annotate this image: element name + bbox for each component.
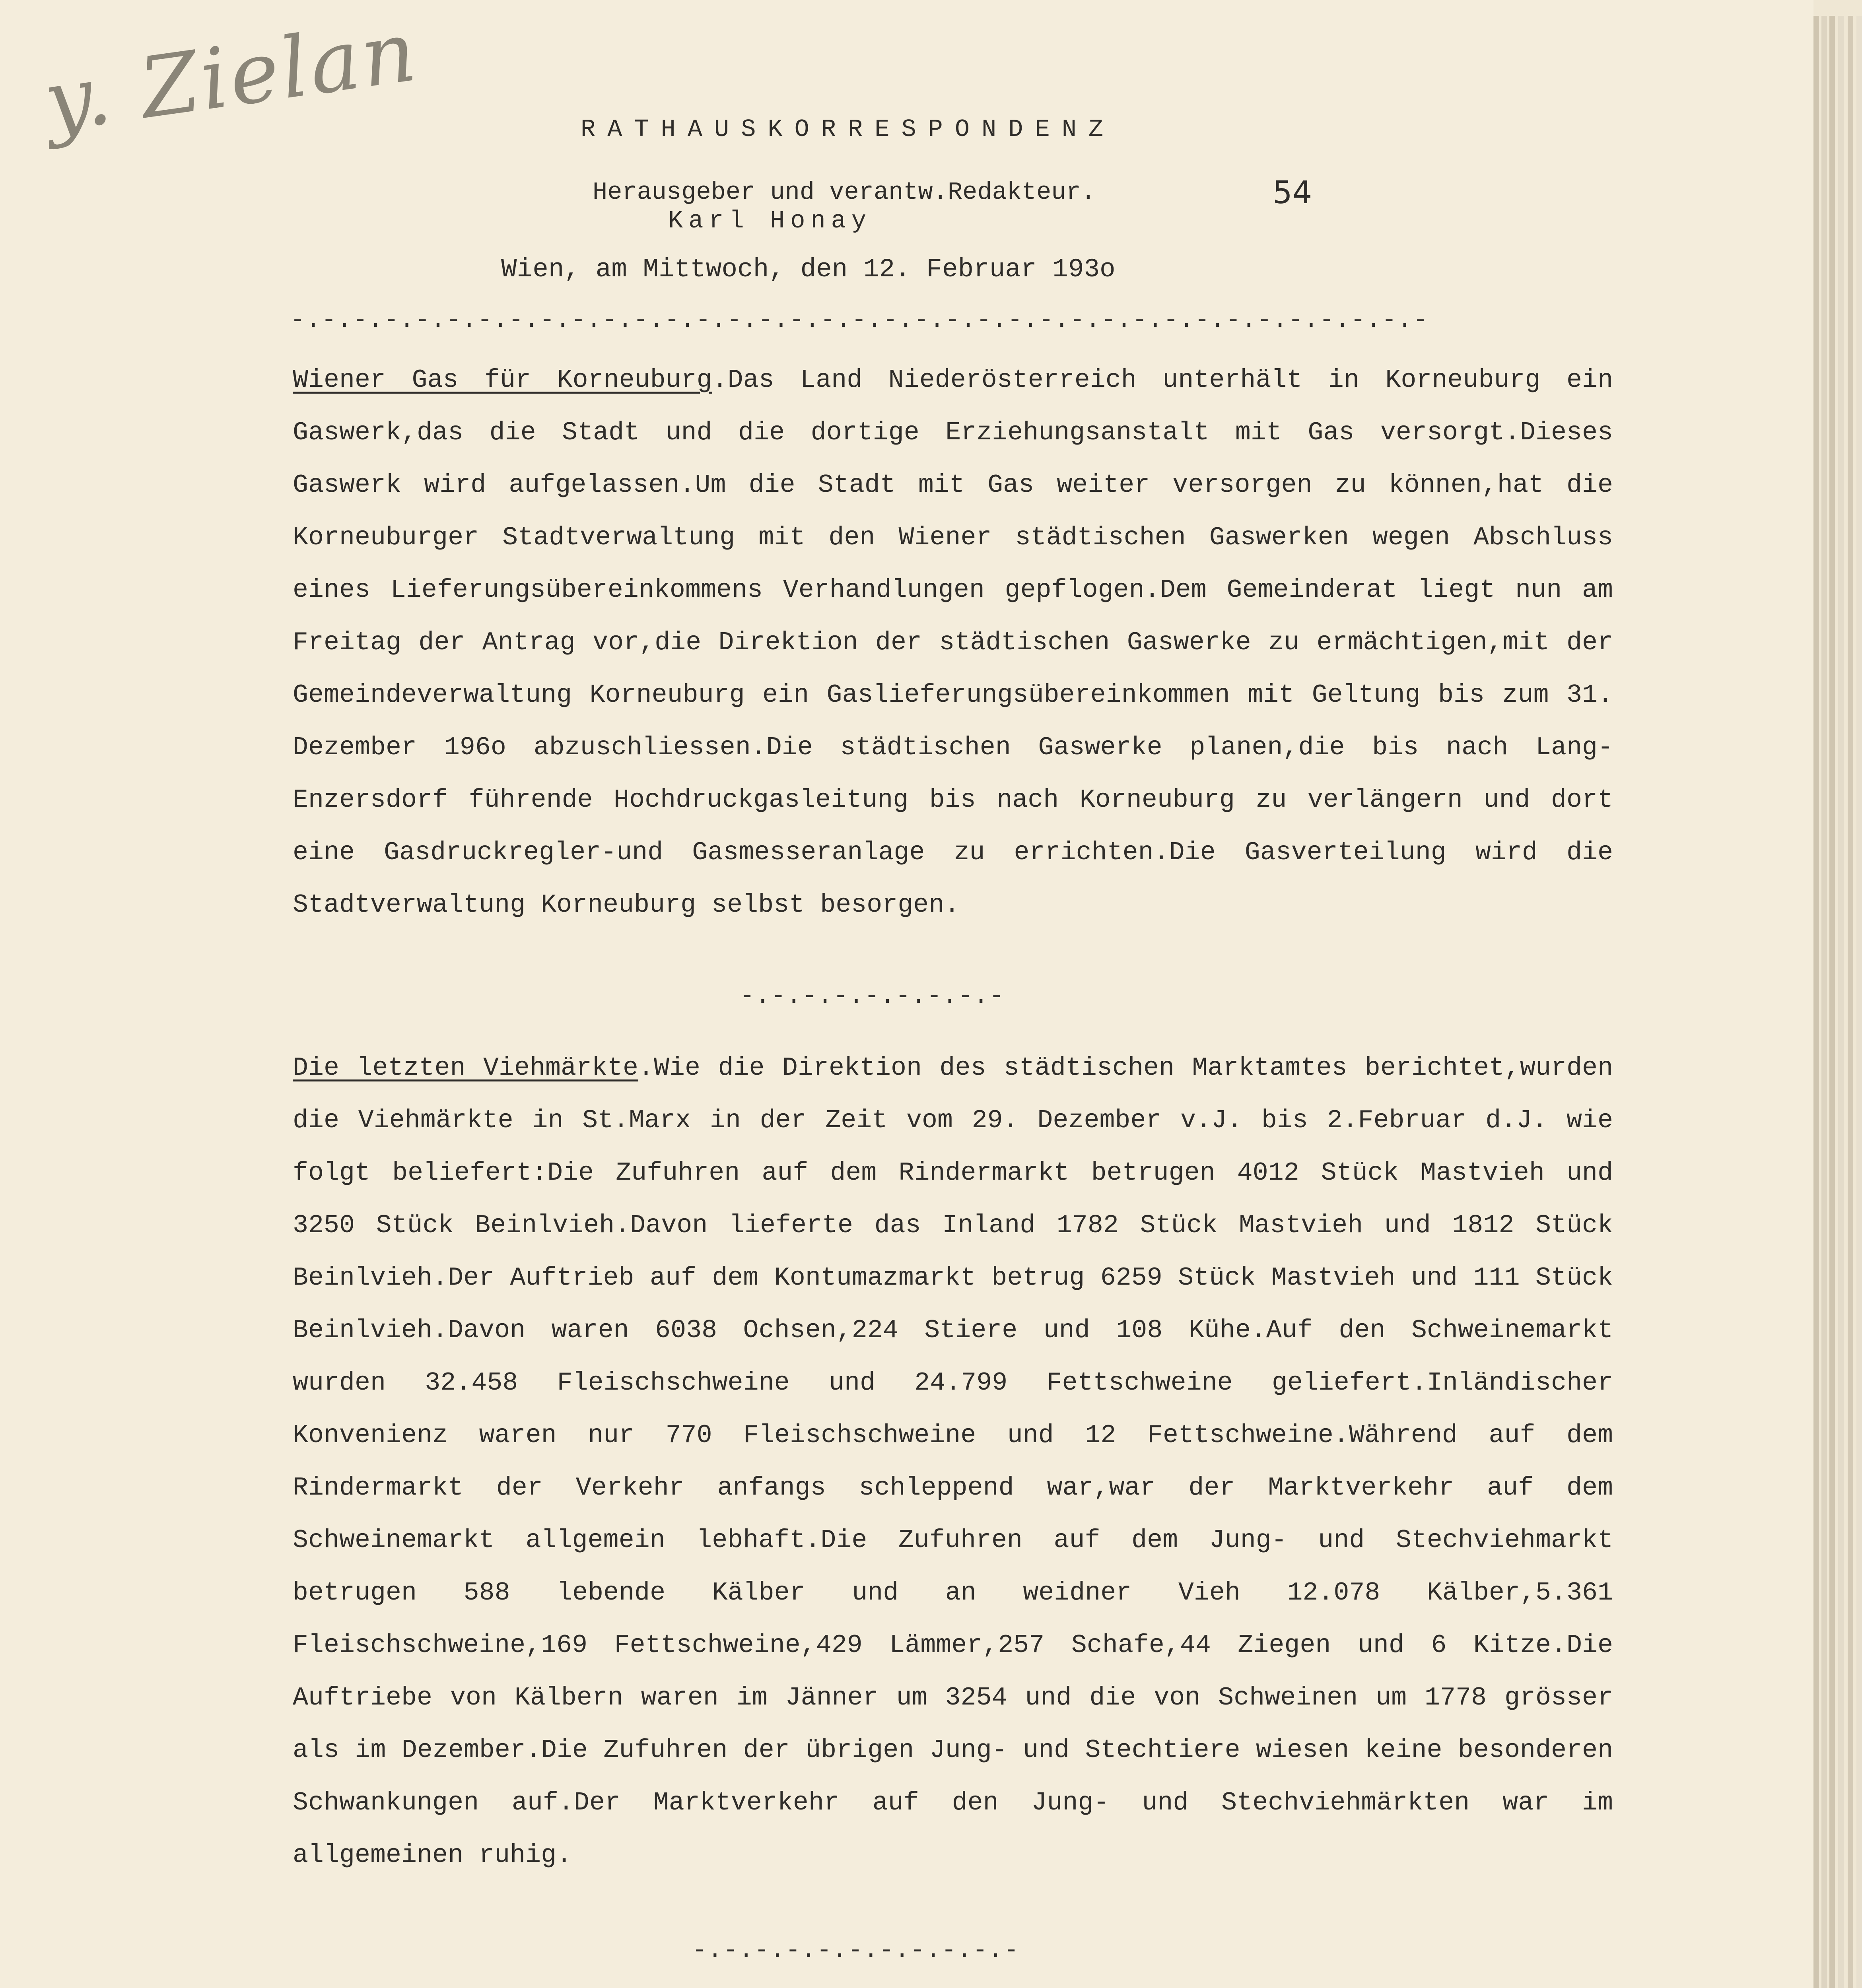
article-paragraph [293,1042,1613,1881]
handwritten-signature: y. Zielan [39,2,424,151]
article-gas-korneuburg [293,354,1613,931]
page-edge [1813,16,1819,1988]
page-edge [1838,16,1844,1988]
page-edge [1856,16,1862,1988]
article-headline: Wiener Gas für Korneuburg [293,365,712,395]
masthead: RATHAUSKORRESPONDENZ [581,115,1116,144]
editor-name: Karl Honay [668,207,872,235]
page-edge [1848,16,1853,1988]
article-headline: Die letzten Viehmärkte [293,1053,639,1083]
article-paragraph [293,1984,1613,1988]
article-viehmaerkte [293,1042,1613,1881]
article-bezirksvertretung [293,1984,1613,1988]
article-body: .Das Land Niederösterreich unterhält in Korneuburg ein Gaswerk,das die Stadt und die dortige Erziehungsanstalt mit Gas versorgt.Dieses Gaswerk wird aufgelassen.Um die Stadt mit Gas weiter versorgen zu können,hat die Korneuburger Stadtverwaltung mit den Wiener städtischen Gaswerken wegen Abschluss eines Lieferungsübereinkommens Verhandlungen gepflogen.Dem Gemeinderat liegt nun am Freitag der Antrag vor,die Direktion der städtischen Gaswerke zu ermächtigen,mit der Gemeindeverwaltung Korneuburg ein Gaslieferungsübereinkommen mit Geltung bis zum 31. Dezember 196o abzuschliessen.Die städtischen Gaswerke planen,die bis nach Lang-Enzersdorf führende Hochdruckgasleitung bis nach Korneuburg zu verlängern und dort eine Gasdruckregler-und Gasmesseranlage zu errichten.Die Gasverteilung wird die Stadtverwaltung Korneuburg selbst besorgen. [293,365,1613,920]
separator-full: -.-.-.-.-.-.-.-.-.-.-.-.-.-.-.-.-.-.-.-.-.-.-.-.-.-.-.-.-.-.-.-.-.-.-.-.- [290,306,1429,334]
article-body: .Wie die Direktion des städtischen Marktamtes berichtet,wurden die Viehmärkte in St.Marx in der Zeit vom 29. Dezember v.J. bis 2.Februar d.J. wie folgt beliefert:Die Zufuhren auf dem Rindermarkt betrugen 4012 Stück Mastvieh und 3250 Stück Beinlvieh.Davon lieferte das Inland 1782 Stück Mastvieh und 1812 Stück Beinlvieh.Der Auftrieb auf dem Kontumazmarkt betrug 6259 Stück Mastvieh und 111 Stück Beinlvieh.Davon waren 6038 Ochsen,224 Stiere und 108 Kühe.Auf den Schweinemarkt wurden 32.458 Fleischschweine und 24.799 Fettschweine geliefert.Inländischer Konvenienz waren nur 770 Fleischschweine und 12 Fettschweine.Während auf dem Rindermarkt der Verkehr anfangs schleppend war,war der Marktverkehr auf dem Schweinemarkt allgemein lebhaft.Die Zufuhren auf dem Jung- und Stechviehmarkt betrugen 588 lebende Kälber und an weidner Vieh 12.078 Kälber,5.361 Fleischschweine,169 Fettschweine,429 Lämmer,257 Schafe,44 Ziegen und 6 Kitze.Die Auftriebe von Kälbern waren im Jänner um 3254 und die von Schweinen um 1778 grösser als im Dezember.Die Zufuhren der übrigen Jung- und Stechtiere wiesen keine besonderen Schwankungen auf.Der Marktverkehr auf den Jung- und Stechviehmärkten war im allgemeinen ruhig. [293,1053,1613,1870]
publisher-line: Herausgeber und verantw.Redakteur. [593,178,1096,206]
separator-short: -.-.-.-.-.-.-.-.-.-.- [692,1936,1020,1965]
page-number: 54 [1273,175,1312,211]
page-edge [1821,16,1827,1988]
page-edge [1829,16,1835,1988]
separator-short: -.-.-.-.-.-.-.-.- [740,982,1005,1010]
dateline: Wien, am Mittwoch, den 12. Februar 193o [501,254,1116,284]
article-paragraph [293,354,1613,931]
